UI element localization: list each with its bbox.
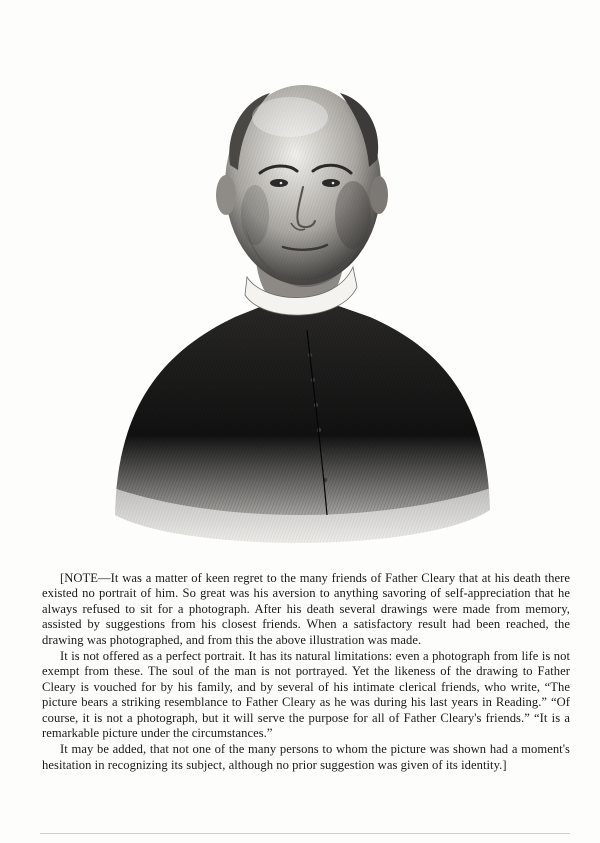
note-paragraph-2: It is not offered as a perfect portrait. It has its natural limitations: even a photograph from life is not exempt from these. The soul of the man is not portrayed. Yet the likeness of the drawing to Father Cleary is vouched for by his family, and by several of his intimate clerical friends, who write, “The picture bears a striking resemblance to Father Cleary as he was during his last years in Reading.” “Of course, it is not a photograph, but it will serve the purpose for all of Father Cleary's friends.” “It is a remarkable picture under the circumstances.” bbox=[42, 649, 570, 741]
note-text-block bbox=[42, 571, 570, 773]
portrait-engraving-icon bbox=[95, 55, 505, 555]
page-bottom-rule bbox=[40, 833, 570, 834]
note-paragraph-3: It may be added, that not one of the many persons to whom the picture was shown had a moment's hesitation in recognizing its subject, although no prior suggestion was given of its identity.] bbox=[42, 742, 570, 772]
note-paragraph-1: [NOTE—It was a matter of keen regret to the many friends of Father Cleary that at his death there existed no portrait of him. So great was his aversion to anything savoring of self-appreciation that he always refused to sit for a photograph. After his death several drawings were made from memory, assisted by suggestions from his closest friends. When a satisfactory result had been reached, the drawing was photographed, and from this the above illustration was made. bbox=[42, 571, 570, 647]
